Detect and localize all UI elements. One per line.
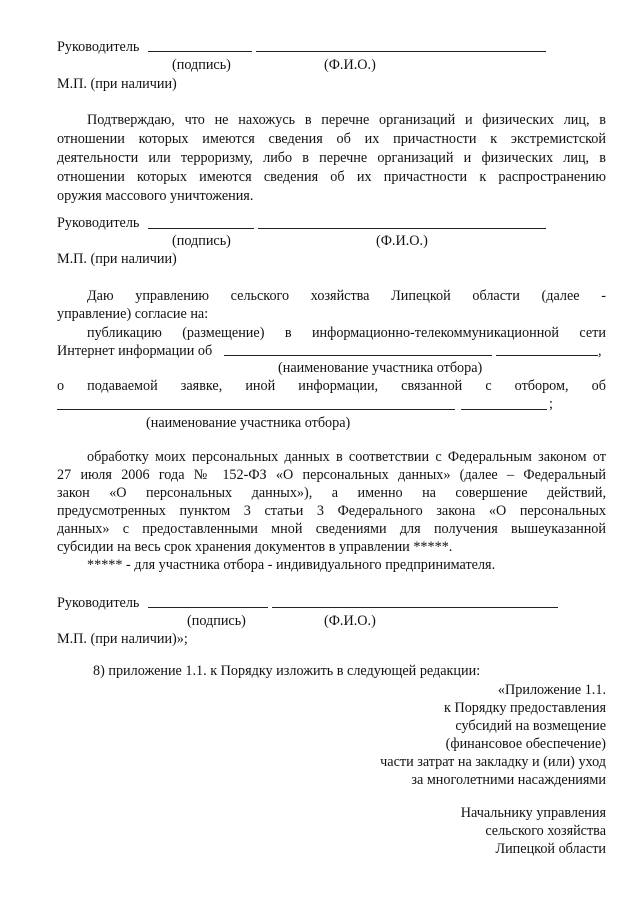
confirm-line-3: деятельности или терроризму, либо в перечне организаций и физических лиц, в <box>57 150 606 166</box>
about-line-word: информации, <box>298 378 379 394</box>
signature-line-3 <box>148 607 268 608</box>
fio-caption-3: (Ф.И.О.) <box>324 613 376 629</box>
fio-caption-1: (Ф.И.О.) <box>324 57 376 73</box>
about-line-word: об <box>591 378 606 394</box>
about-line-word: подаваемой <box>87 378 158 394</box>
consent-line-1-word: хозяйства <box>310 288 370 304</box>
publication-line-word: в <box>284 325 292 341</box>
internet-line-end: , <box>598 343 602 359</box>
item-8: 8) приложение 1.1. к Порядку изложить в следующей редакции: <box>93 663 481 679</box>
about-line <box>57 377 606 395</box>
personal-line-5: данных» с предоставленными мной сведениями для получения вышеуказанной <box>57 521 606 537</box>
participant-name-line-1b <box>496 355 598 356</box>
consent-line-1-word: области <box>472 288 520 304</box>
signature-caption-2: (подпись) <box>172 233 231 249</box>
publication-line <box>87 324 606 342</box>
confirm-line-2: отношении которых имеются сведения об их причастности к экстремистской <box>57 131 606 147</box>
fio-line-3 <box>272 607 558 608</box>
fio-line-1 <box>256 51 546 52</box>
consent-line-1 <box>87 287 606 305</box>
head-label-1: Руководитель <box>57 39 140 55</box>
stamp-note-3: М.П. (при наличии)»; <box>57 631 188 647</box>
personal-line-2: 27 июля 2006 года № 152-ФЗ «О персональных данных» (далее – Федеральный <box>57 467 606 483</box>
publication-line-word: сети <box>579 325 606 341</box>
participant-caption-1: (наименование участника отбора) <box>278 360 483 376</box>
personal-line-4: предусмотренных пунктом 3 статьи 3 Федерального закона «О персональных <box>57 503 606 519</box>
consent-line-1-word: - <box>601 288 606 304</box>
appendix-line-3: субсидий на возмещение <box>455 718 606 734</box>
confirm-line-5: оружия массового уничтожения. <box>57 188 254 204</box>
addressee-line-1: Начальнику управления <box>460 805 606 821</box>
personal-line-6: субсидии на весь срок хранения документов в управлении *****. <box>57 539 453 555</box>
fio-line-2 <box>258 228 546 229</box>
internet-prefix: Интернет информации об <box>57 343 213 359</box>
signature-line-1 <box>148 51 252 52</box>
confirm-line-1: Подтверждаю, что не нахожусь в перечне организаций и физических лиц, в <box>87 112 606 128</box>
confirm-line-4: отношении которых имеются сведения об их причастности к распространению <box>57 169 606 185</box>
consent-line-1-word: управлению <box>135 288 209 304</box>
participant-name-line-2a <box>57 409 455 410</box>
about-line-word: иной <box>245 378 276 394</box>
appendix-line-6: за многолетними насаждениями <box>411 772 606 788</box>
consent-line-1-word: Даю <box>87 288 114 304</box>
consent-line-1-word: Липецкой <box>391 288 451 304</box>
addressee-line-3: Липецкой области <box>495 841 606 857</box>
publication-line-word: публикацию <box>87 325 162 341</box>
appendix-line-2: к Порядку предоставления <box>444 700 606 716</box>
footnote: ***** - для участника отбора - индивидуального предпринимателя. <box>87 557 496 573</box>
about-line-end: ; <box>549 396 553 412</box>
personal-line-3: закон «О персональных данных»), а именно на совершение действий, <box>57 485 606 501</box>
publication-line-word: (размещение) <box>182 325 265 341</box>
head-label-3: Руководитель <box>57 595 140 611</box>
participant-caption-2: (наименование участника отбора) <box>146 415 351 431</box>
about-line-word: о <box>57 378 65 394</box>
personal-line-1: обработку моих персональных данных в соответствии с Федеральным законом от <box>87 449 606 465</box>
publication-line-word: информационно-телекоммуникационной <box>311 325 559 341</box>
about-line-word: отбором, <box>514 378 569 394</box>
signature-caption-1: (подпись) <box>172 57 231 73</box>
stamp-note-2: М.П. (при наличии) <box>57 251 177 267</box>
appendix-line-5: части затрат на закладку и (или) уход <box>380 754 606 770</box>
appendix-line-1: «Приложение 1.1. <box>497 682 606 698</box>
signature-caption-3: (подпись) <box>187 613 246 629</box>
participant-name-line-2b <box>461 409 547 410</box>
fio-caption-2: (Ф.И.О.) <box>376 233 428 249</box>
appendix-line-4: (финансовое обеспечение) <box>445 736 606 752</box>
signature-line-2 <box>148 228 254 229</box>
head-label-2: Руководитель <box>57 215 140 231</box>
about-line-word: связанной <box>401 378 463 394</box>
consent-line-1-word: сельского <box>230 288 290 304</box>
participant-name-line-1a <box>224 355 492 356</box>
consent-line-2: управление) согласие на: <box>57 306 209 322</box>
consent-line-1-word: (далее <box>541 288 580 304</box>
about-line-word: заявке, <box>180 378 223 394</box>
addressee-line-2: сельского хозяйства <box>485 823 606 839</box>
stamp-note-1: М.П. (при наличии) <box>57 76 177 92</box>
about-line-word: с <box>485 378 492 394</box>
